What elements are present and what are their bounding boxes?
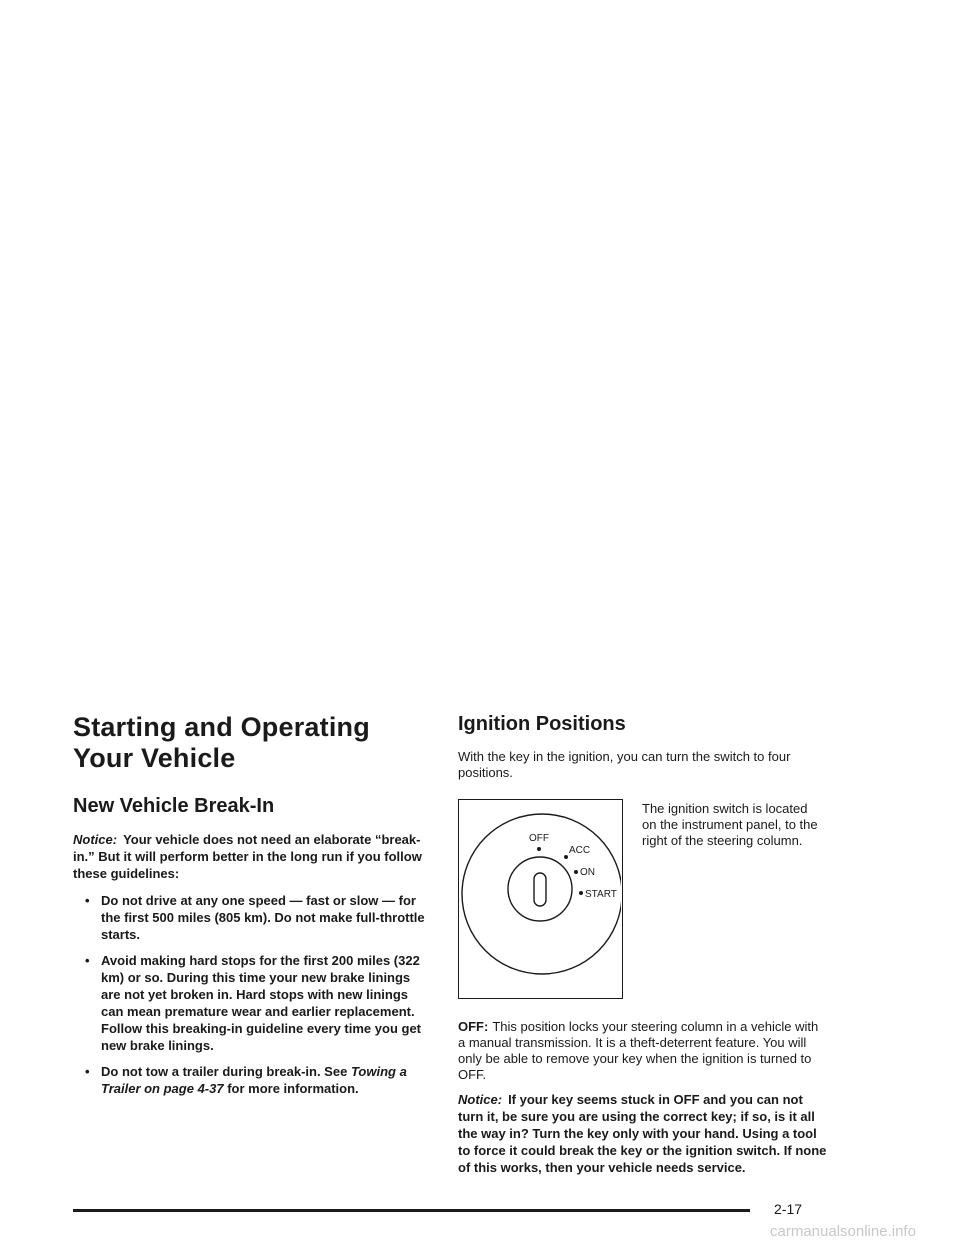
notice-label: Notice: [458,1092,503,1107]
ignition-figure-row [458,799,828,1005]
acc-label: ACC [569,845,591,856]
notice-label: Notice: [73,832,118,847]
ignition-switch-figure [458,799,623,999]
notice-text: Your vehicle does not need an elaborate “break-in.” But it will perform better in the long run if you follow these guidelines: [73,832,422,881]
towing-reference-link[interactable]: Towing a Trailer on page 4-37 [101,1064,407,1096]
start-position-dot [579,891,583,895]
acc-position-dot [564,855,568,859]
page-title: Starting and Operating Your Vehicle [73,712,370,773]
key-slot [534,873,546,906]
list-item-text: Do not drive at any one speed — fast or slow — for the first 500 miles (805 km). Do not make full-throttle starts. [101,893,425,942]
list-item-text: Do not tow a trailer during break-in. See [101,1064,348,1079]
ignition-cylinder [508,857,572,921]
on-label: ON [580,867,595,878]
off-text: This position locks your steering column in a vehicle with a manual transmission. It is a theft-deterrent feature. You will only be able to remove your key when the ignition is turned to OFF. [458,1019,819,1082]
on-position-dot [574,870,578,874]
left-column [73,712,433,1106]
right-column [458,712,828,1176]
list-item [85,892,433,943]
stuck-key-notice [458,1091,828,1176]
guideline-list [73,892,433,1097]
list-item [85,1063,433,1097]
off-definition [458,1019,828,1083]
list-item-suffix: for more information. [227,1081,359,1096]
bullet-icon: • [85,893,90,908]
notice-text: If your key seems stuck in OFF and you can not turn it, be sure you are using the correct key; if so, is it all the way in? Turn the key only with your hand. Using a tool to force it could break the key or the ignition switch. If none of this works, then your vehicle needs service. [458,1092,827,1175]
off-position-dot [537,847,541,851]
footer-rule [73,1209,750,1212]
off-term: OFF: [458,1019,489,1034]
list-item-text: Avoid making hard stops for the first 200 miles (322 km) or so. During this time your new brake linings are not yet broken in. Hard stops with new linings can mean premature wear and earlier replacement. Follow this breaking-in guideline every time you get new brake linings. [101,953,421,1053]
page-number: 2-17 [774,1201,803,1217]
bullet-icon: • [85,953,90,968]
break-in-notice [73,831,433,882]
figure-caption: The ignition switch is located on the instrument panel, to the right of the steering column. [642,801,818,848]
list-item [85,952,433,1054]
off-label: OFF [529,833,549,844]
ignition-switch-diagram [459,800,621,997]
start-label: START [585,889,617,900]
bullet-icon: • [85,1064,90,1079]
section-heading-break-in: New Vehicle Break-In [73,795,275,817]
section-heading-ignition: Ignition Positions [458,713,626,735]
watermark: carmanualsonline.info [770,1223,916,1240]
ignition-intro: With the key in the ignition, you can turn the switch to four positions. [458,749,791,780]
